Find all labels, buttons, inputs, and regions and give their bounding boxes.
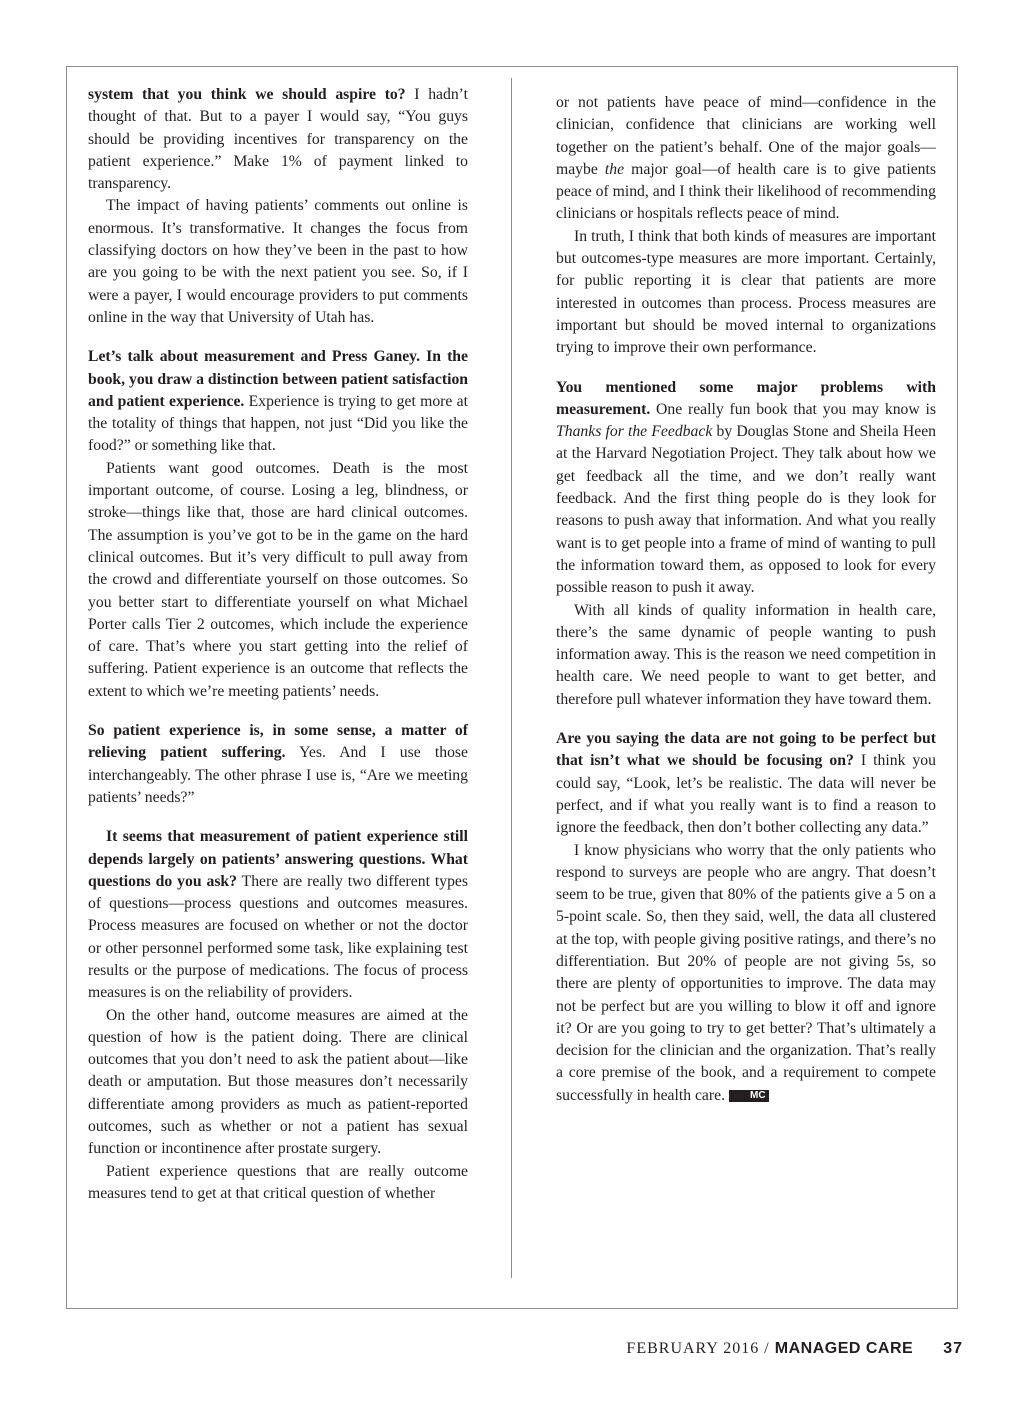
paragraph (88, 346, 468, 457)
paragraph (88, 84, 468, 195)
issue-date: FEBRUARY 2016 / (626, 1340, 775, 1357)
answer-text: I hadn’t thought of that. But to a payer I would say, “You guys should be providing incentives for transparency on the patient experience.” Make 1% of payment linked to transparency. (88, 86, 468, 193)
answer-text: I know physicians who worry that the only patients who respond to surveys are people who are angry. That doesn’t seem to be true, given that 80% of the patients give a 5 on a 5-point scale. So, then they said, well, the data all clustered at the top, with people giving positive ratings, and there’s no differentiation. But 20% of people are not giving 5s, so there are plenty of opportunities to improve. The data may not be perfect but are you willing to blow it off and ignore it? Or are you going to try to get better? That’s ultimately a decision for the clinician and the organization. That’s really a core premise of the book, and a requirement to compete successfully in health care. (556, 841, 936, 1104)
left-column (88, 84, 468, 1205)
interview-question: system that you think we should aspire to? (88, 86, 406, 103)
right-column (556, 92, 936, 1107)
paragraph (556, 377, 936, 600)
answer-text: On the other hand, outcome measures are aimed at the question of how is the patient doing. There are clinical outcomes that you don’t need to ask the patient about—like death or amputation. But those measures don’t necessarily differentiate among providers as much as patient-reported outcomes, such as whether or not a patient has sexual function or incontinence after prostate surgery. (88, 1006, 468, 1158)
paragraph (556, 600, 936, 711)
paragraph (556, 92, 936, 226)
paragraph (88, 1161, 468, 1206)
answer-text: Patient experience questions that are really outcome measures tend to get at that critical question of whether (88, 1162, 468, 1202)
answer-text: The impact of having patients’ comments out online is enormous. It’s transformative. It changes the focus from classifying doctors on how they’ve been in the past to how are you going to be with the next patient you see. So, if I were a payer, I would encourage providers to put comments online in the way that University of Utah has. (88, 197, 468, 326)
book-title: Thanks for the Feedback (556, 423, 713, 441)
end-of-article-badge: MC (729, 1090, 769, 1102)
emphasis-text: the (604, 160, 625, 178)
paragraph (88, 195, 468, 329)
paragraph (88, 720, 468, 809)
column-divider (511, 78, 512, 1278)
paragraph (88, 826, 468, 1004)
answer-text: With all kinds of quality information in health care, there’s the same dynamic of people wanting to push information away. This is the reason we need competition in health care. We need people to want to get better, and therefore pull whatever information they have toward them. (556, 601, 936, 708)
answer-text: by Douglas Stone and Sheila Heen at the Harvard Negotiation Project. They talk about how we get feedback all the time, and we don’t really want feedback. And the first thing people do is they look for reasons to push away that information. And what you really want is to get people into a frame of mind of wanting to pull the information toward them, as opposed to look for every possible reason to push it away. (556, 423, 937, 597)
page-footer (626, 1340, 963, 1358)
answer-text: major goal—of health care is to give patients peace of mind, and I think their likelihood of recommending clinicians or hospitals reflects peace of mind. (556, 160, 936, 223)
interview-question: Let’s talk about measurement and Press Ganey. In the book, you draw a distinction between patient satisfaction and patient experience. (88, 348, 469, 410)
answer-text: Experience is trying to get more at the totality of things that happen, not just “Did you like the food?” or something like that. (88, 392, 469, 455)
paragraph (88, 1005, 468, 1161)
answer-text: In truth, I think that both kinds of measures are important but outcomes-type measures are more important. Certainly, for public reporting it is clear that patients are more interested in outcomes than process. Process measures are important but should be moved internal to organizations trying to improve their own performance. (556, 227, 936, 357)
answer-text: One really fun book that you may know is (650, 400, 936, 418)
paragraph (88, 458, 468, 703)
answer-text: There are really two different types of questions—process questions and outcomes measures. Process measures are focused on whether or not the doctor or other personnel performed some task, like explaining test results or the purpose of medications. The focus of process measures is on the reliability of providers. (88, 872, 468, 1002)
magazine-name: MANAGED CARE (774, 1340, 914, 1357)
paragraph (556, 226, 936, 360)
answer-text: I think you could say, “Look, let’s be realistic. The data will never be perfect, and if what you really want is to find a reason to ignore the feedback, then don’t bother collecting any data.” (556, 752, 936, 837)
paragraph (556, 728, 936, 839)
answer-text: Patients want good outcomes. Death is the most important outcome, of course. Losing a leg, blindness, or stroke—things like that, those are hard clinical outcomes. The assumption is you’ve got to be in the game on the hard clinical outcomes. But it’s very difficult to pull away from the crowd and differentiate yourself on those outcomes. So you better start to differentiate yourself on what Michael Porter calls Tier 2 outcomes, which include the experience of care. That’s where you start getting into the relief of suffering. Patient experience is an outcome that reflects the extent to which we’re meeting patients’ needs. (88, 459, 468, 700)
page-number: 37 (943, 1340, 963, 1357)
interview-question: You mentioned some major problems with measurement. (556, 378, 936, 418)
answer-text: Yes. And I use those interchangeably. The other phrase I use is, “Are we meeting patients’ needs?” (88, 744, 468, 806)
interview-question: So patient experience is, in some sense, a matter of relieving patient suffering. (88, 722, 468, 762)
answer-text: or not patients have peace of mind—confidence in the clinician, confidence that clinicians are working well together on the patient’s behalf. One of the major goals—maybe (556, 94, 936, 178)
interview-question: Are you saying the data are not going to be perfect but that isn’t what we should be focusing on? (556, 730, 936, 770)
interview-question: It seems that measurement of patient experience still depends largely on patients’ answering questions. What questions do you ask? (88, 828, 468, 890)
paragraph (556, 840, 936, 1108)
